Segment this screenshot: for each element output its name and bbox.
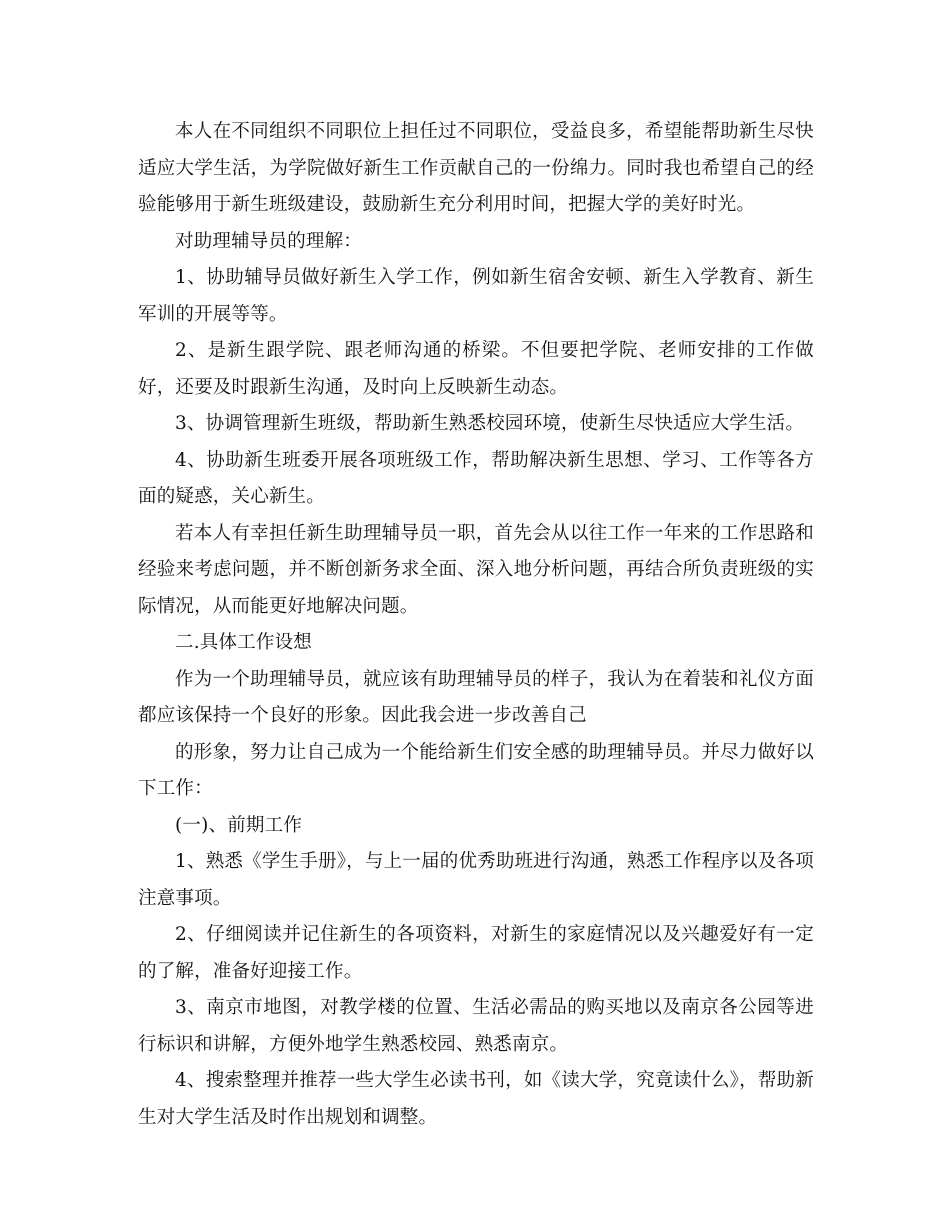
understanding-item-3: 3、协调管理新生班级，帮助新生熟悉校园环境，使新生尽快适应大学生活。 (175, 413, 805, 434)
document-body (138, 114, 814, 1136)
early-work-item-4: 4、搜索整理并推荐一些大学生必读书刊，如《读大学，究竟读什么》，帮助新生对大学生活及时作出规划和调整。 (138, 1070, 814, 1128)
paragraph-intro: 本人在不同组织不同职位上担任过不同职位，受益良多，希望能帮助新生尽快适应大学生活，为学院做好新生工作贡献自己的一份绵力。同时我也希望自己的经验能够用于新生班级建设，鼓励新生充分利用时间，把握大学的美好时光。 (138, 121, 814, 215)
early-work-item-1: 1、熟悉《学生手册》，与上一届的优秀助班进行沟通，熟悉工作程序以及各项注意事项。 (138, 851, 814, 909)
paragraph-image-1: 作为一个助理辅导员，就应该有助理辅导员的样子，我认为在着装和礼仪方面都应该保持一个良好的形象。因此我会进一步改善自己 (138, 668, 814, 726)
section-label-understanding: 对助理辅导员的理解： (175, 230, 363, 252)
subsection-heading-early-work: (一)、前期工作 (175, 814, 303, 836)
early-work-item-3: 3、南京市地图，对教学楼的位置、生活必需品的购买地以及南京各公园等进行标识和讲解，方便外地学生熟悉校园、熟悉南京。 (138, 997, 814, 1055)
section-heading-plan: 二.具体工作设想 (175, 632, 312, 653)
understanding-item-4: 4、协助新生班委开展各项班级工作，帮助解决新生思想、学习、工作等各方面的疑惑，关心新生。 (138, 449, 814, 507)
paragraph-image-2: 的形象，努力让自己成为一个能给新生们安全感的助理辅导员。并尽力做好以下工作： (138, 741, 814, 799)
understanding-item-1: 1、协助辅导员做好新生入学工作，例如新生宿舍安顿、新生入学教育、新生军训的开展等等。 (138, 267, 814, 325)
early-work-item-2: 2、仔细阅读并记住新生的各项资料，对新生的家庭情况以及兴趣爱好有一定的了解，准备好迎接工作。 (138, 924, 814, 982)
understanding-item-2: 2、是新生跟学院、跟老师沟通的桥梁。不但要把学院、老师安排的工作做好，还要及时跟新生沟通，及时向上反映新生动态。 (138, 340, 814, 398)
paragraph-commitment: 若本人有幸担任新生助理辅导员一职，首先会从以往工作一年来的工作思路和经验来考虑问题，并不断创新务求全面、深入地分析问题，再结合所负责班级的实际情况，从而能更好地解决问题。 (138, 522, 814, 617)
